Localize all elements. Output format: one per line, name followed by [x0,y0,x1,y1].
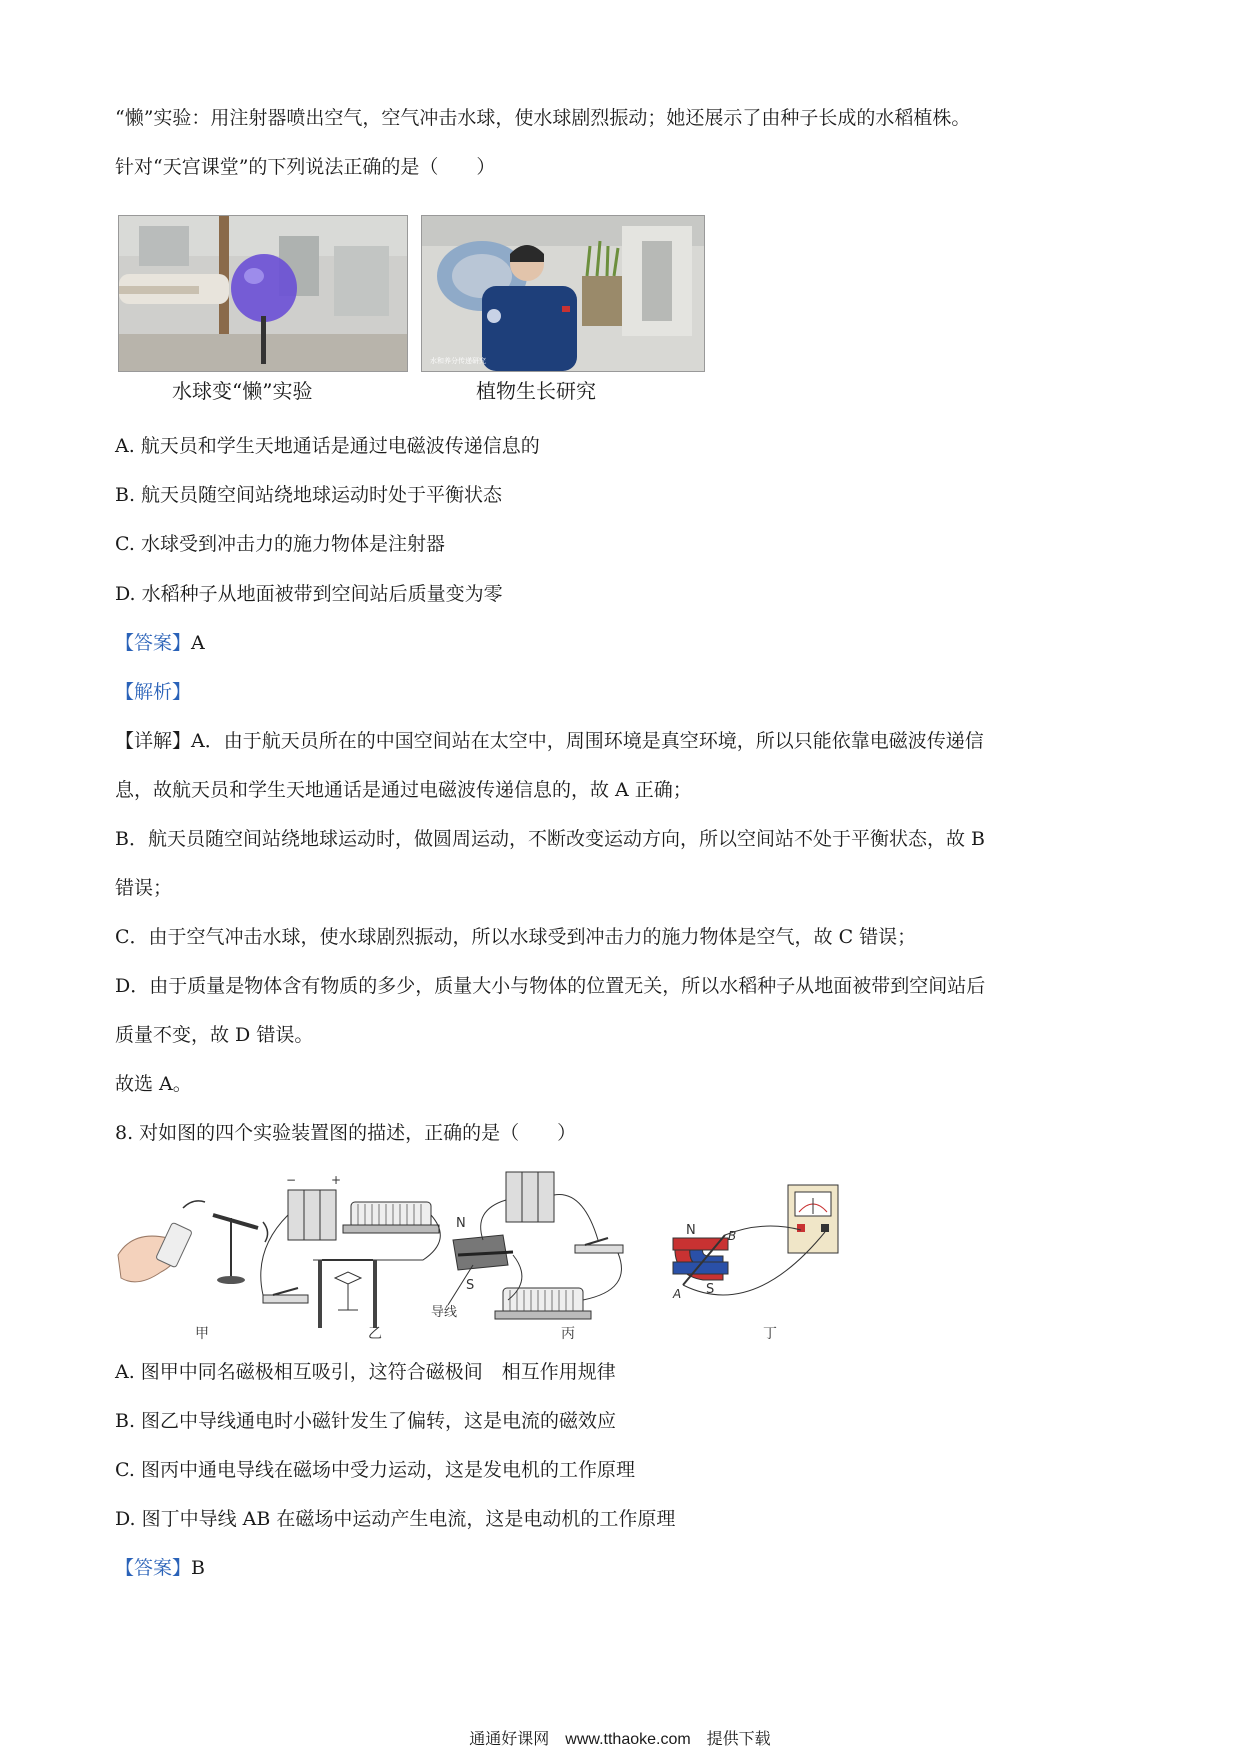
plant-growth-photo [421,215,705,372]
answer-value: B [191,1557,205,1579]
q7-analysis-tag: 【解析】 [115,681,192,703]
battery-plus: + [331,1173,342,1187]
q8-stem: 8. 对如图的四个实验装置图的描述，正确的是（ ） [115,1122,577,1144]
q8-option-a: A. 图甲中同名磁极相互吸引，这符合磁极间 相互作用规律 [115,1361,616,1383]
detail-tag: 【详解】 [115,730,192,752]
ding-n-label: N [686,1223,696,1238]
q7-detail-line-2: 息，故航天员和学生天地通话是通过电磁波传递信息的，故 A 正确； [115,779,692,801]
q7-detail-line-3: B．航天员随空间站绕地球运动时，做圆周运动，不断改变运动方向，所以空间站不处于平衡状态，故 B [115,828,985,850]
q7-answer [115,629,205,657]
ding-s-label: S [706,1282,715,1297]
intro-line-2: 针对“天宫课堂”的下列说法正确的是（ ） [115,156,496,178]
answer-value: A [191,632,205,654]
q7-option-c: C. 水球受到冲击力的施力物体是注射器 [115,533,445,555]
q7-detail-line-6: D．由于质量是物体含有物质的多少，质量大小与物体的位置无关，所以水稻种子从地面被带到空间站后 [115,975,986,997]
q7-option-a: A. 航天员和学生天地通话是通过电磁波传递信息的 [115,435,540,457]
q7-detail-line-5: C．由于空气冲击水球，使水球剧烈振动，所以水球受到冲击力的施力物体是空气，故 C 错误； [115,926,917,948]
ding-a-label: A [673,1287,682,1301]
ding-b-label: B [728,1229,737,1243]
figure-yi [261,1173,441,1328]
q7-option-b: B. 航天员随空间站绕地球运动时处于平衡状态 [115,484,503,506]
figure-label-ding: 丁 [763,1326,777,1342]
q7-detail-line-1 [115,727,984,755]
q8-option-b: B. 图乙中导线通电时小磁针发生了偏转，这是电流的磁效应 [115,1410,617,1432]
answer-tag: 【答案】 [115,632,192,654]
q8-answer [115,1554,205,1582]
q8-figure [113,1160,843,1345]
q7-detail-line-7: 质量不变，故 D 错误。 [115,1024,314,1046]
figure-ding [672,1185,838,1301]
figure-label-bing: 丙 [561,1326,575,1342]
q7-option-d: D. 水稻种子从地面被带到空间站后质量变为零 [115,583,503,605]
intro-line-1: “懒”实验：用注射器喷出空气，空气冲击水球，使水球剧烈振动；她还展示了由种子长成的水稻植株。 [115,107,971,129]
bing-s-label: S [466,1278,475,1293]
q8-option-d: D. 图丁中导线 AB 在磁场中运动产生电流，这是电动机的工作原理 [115,1508,676,1530]
figure-label-jia: 甲 [195,1326,209,1342]
plant-growth-caption: 植物生长研究 [476,379,596,403]
figure-bing [431,1172,623,1320]
battery-minus: − [286,1173,297,1187]
detail-text: A．由于航天员所在的中国空间站在太空中，周围环境是真空环境，所以只能依靠电磁波传递信 [191,730,984,752]
q7-detail-line-4: 错误； [115,877,173,899]
water-ball-photo [118,215,408,372]
plant-photo-subtitle: 水和养分传递研究 [430,357,486,365]
page-footer: 通通好课网 www.tthaoke.com 提供下载 [469,1731,771,1748]
bing-n-label: N [456,1216,466,1231]
figure-jia [118,1201,268,1284]
q8-option-c: C. 图丙中通电导线在磁场中受力运动，这是发电机的工作原理 [115,1459,635,1481]
answer-tag: 【答案】 [115,1557,192,1579]
bing-wire-label: 导线 [431,1305,458,1320]
figure-label-yi: 乙 [368,1326,382,1342]
water-ball-caption: 水球变“懒”实验 [172,379,313,403]
q7-conclusion: 故选 A。 [115,1073,192,1095]
